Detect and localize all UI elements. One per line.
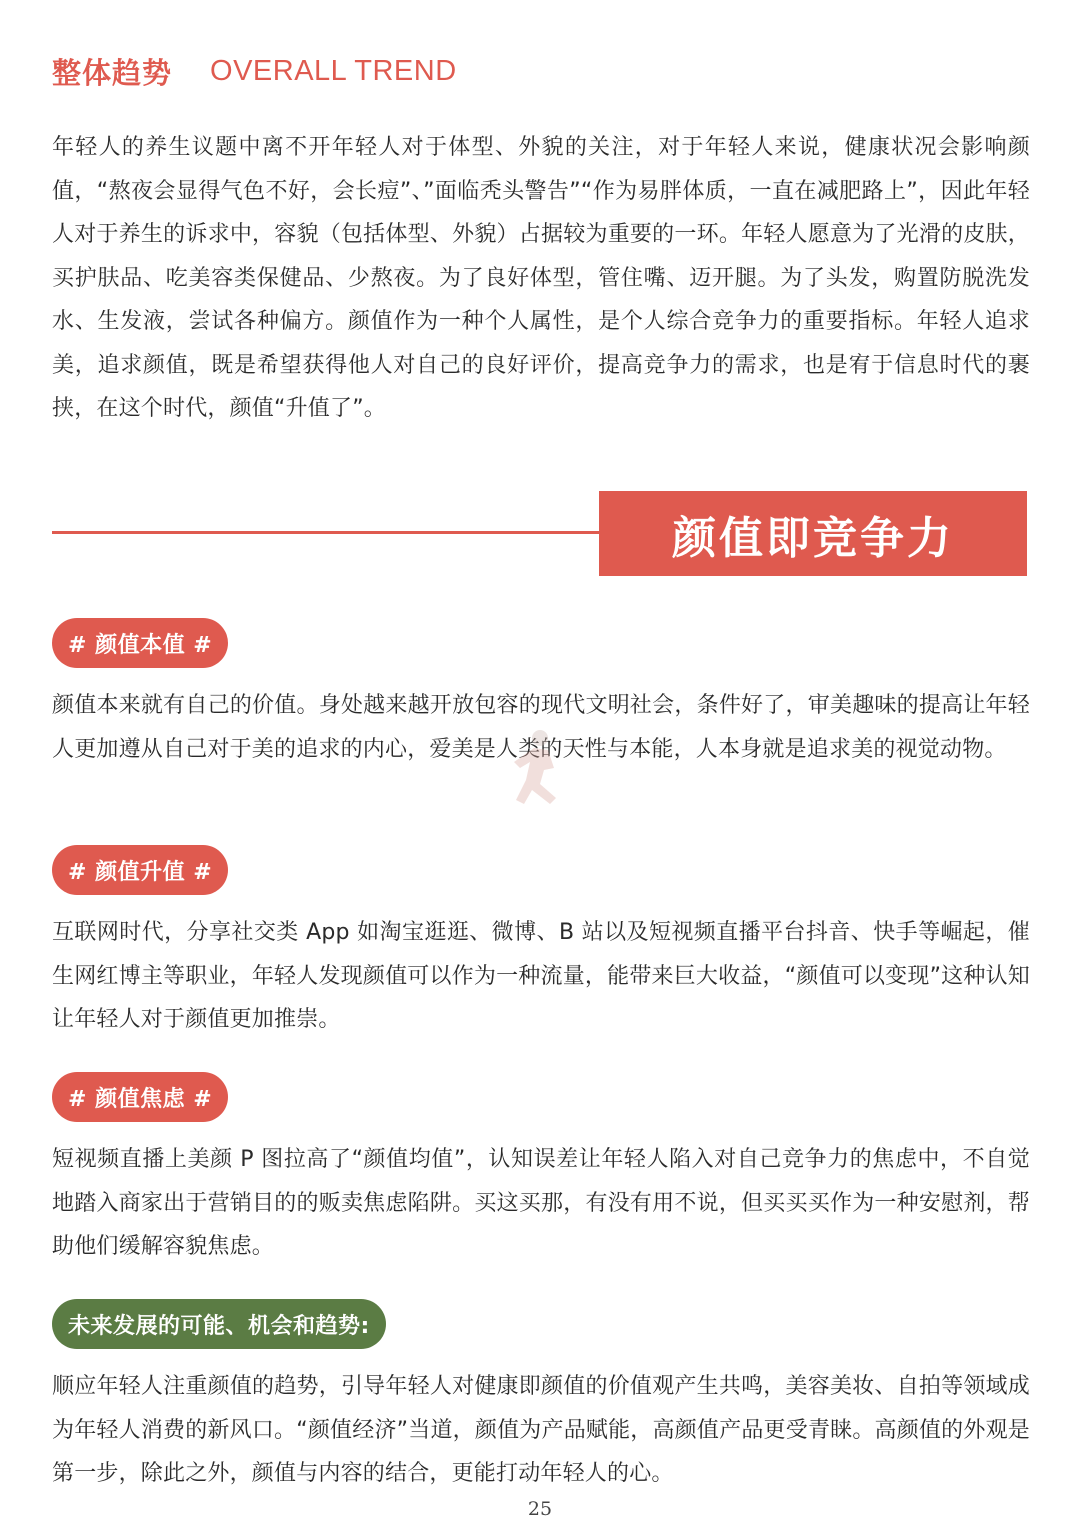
section-title: 颜值即竞争力	[599, 491, 1027, 576]
topic-tag-future-trend: 未来发展的可能、机会和趋势:	[52, 1299, 386, 1349]
topic-tag-appearance-value: # 颜值本值 #	[52, 618, 228, 668]
topic-tag-appearance-appreciation: # 颜值升值 #	[52, 845, 228, 895]
header-title-en: OVERALL TREND	[210, 54, 457, 87]
topic-paragraph-future-trend: 顺应年轻人注重颜值的趋势，引导年轻人对健康即颜值的价值观产生共鸣，美容美妆、自拍等领域成为年轻人消费的新风口。“颜值经济”当道，颜值为产品赋能，高颜值产品更受青睐。高颜值的外观是第一步，除此之外，颜值与内容的结合，更能打动年轻人的心。	[52, 1374, 1030, 1486]
topic-tag-appearance-anxiety: # 颜值焦虑 #	[52, 1072, 228, 1122]
section-banner	[52, 491, 1027, 576]
page-header	[52, 50, 457, 92]
topic-paragraph-appearance-appreciation: 互联网时代，分享社交类 App 如淘宝逛逛、微博、B 站以及短视频直播平台抖音、快手等崛起，催生网红博主等职业，年轻人发现颜值可以作为一种流量，能带来巨大收益，“颜值可以变现”这种认知让年轻人对于颜值更加推崇。	[52, 920, 1030, 1032]
section-divider-line	[52, 531, 612, 534]
page-number: 25	[527, 1498, 553, 1520]
intro-paragraph: 年轻人的养生议题中离不开年轻人对于体型、外貌的关注，对于年轻人来说，健康状况会影响颜值，“熬夜会显得气色不好，会长痘”、”面临秃头警告”“作为易胖体质，一直在减肥路上”，因此年轻人对于养生的诉求中，容貌（包括体型、外貌）占据较为重要的一环。年轻人愿意为了光滑的皮肤，买护肤品、吃美容类保健品、少熬夜。为了良好体型，管住嘴、迈开腿。为了头发，购置防脱洗发水、生发液，尝试各种偏方。颜值作为一种个人属性，是个人综合竞争力的重要指标。年轻人追求美，追求颜值，既是希望获得他人对自己的良好评价，提高竞争力的需求，也是宥于信息时代的裹挟，在这个时代，颜值“升值了”。	[52, 135, 1030, 421]
running-figure-icon	[500, 728, 572, 808]
header-title-cn: 整体趋势	[52, 55, 173, 90]
topic-paragraph-appearance-value: 颜值本来就有自己的价值。身处越来越开放包容的现代文明社会，条件好了，审美趣味的提高让年轻人更加遵从自己对于美的追求的内心，爱美是人类的天性与本能，人本身就是追求美的视觉动物。	[52, 693, 1030, 762]
topic-paragraph-appearance-anxiety: 短视频直播上美颜 P 图拉高了“颜值均值”，认知误差让年轻人陷入对自己竞争力的焦虑中，不自觉地踏入商家出于营销目的的贩卖焦虑陷阱。买这买那，有没有用不说，但买买买作为一种安慰剂，帮助他们缓解容貌焦虑。	[52, 1147, 1030, 1259]
